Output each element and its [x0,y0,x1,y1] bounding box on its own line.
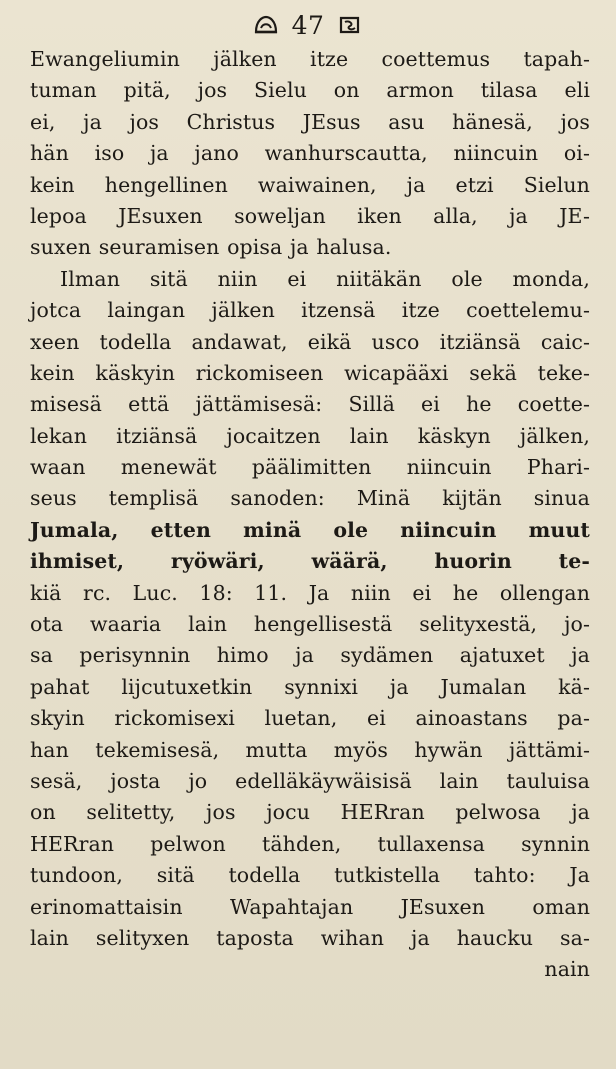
text-line: erinomattaisin Wapahtajan JEsuxen oman [30,894,590,919]
text-line: tuman pitä, jos Sielu on armon tilasa eli [30,78,590,103]
text-line: kiä rc. Luc. 18: 11. Ja niin ei he ollengan [30,580,590,605]
text-line: Ewangeliumin jälken itze coettemus tapah- [30,47,590,71]
text-line: lepoa JEsuxen soweljan iken alla, ja JE- [30,203,590,228]
text-line: HERran pelwon tähden, tullaxensa synnin [30,831,590,856]
text-line: ota waaria lain hengellisestä selityxestä, jo- [30,612,590,637]
text-line: pahat lijcutuxetkin synnixi ja Jumalan kä- [30,674,590,699]
text-line: lain selityxen taposta wihan ja haucku sa- [30,925,590,950]
text-line: waan menewät päälimitten niincuin Phari- [30,455,590,480]
ornament-left-icon [252,13,280,37]
page-number: 47 [291,10,325,40]
text-line: seus templisä sanoden: Minä kijtän sinua [30,486,590,511]
ornament-right-icon [336,13,364,37]
text-line: sesä, josta jo edelläkäywäisisä lain tauluisa [30,768,590,793]
text-line: kein hengellinen waiwainen, ja etzi Sielun [30,172,590,197]
text-line: nain [544,957,590,982]
text-line: hän iso ja jano wanhurscautta, niincuin oi- [30,141,590,166]
text-line: jotca laingan jälken itzensä itze coettelemu- [30,298,590,323]
text-line: ihmiset, ryöwäri, wäärä, huorin te- [30,549,590,574]
text-line: ei, ja jos Christus JEsus asu hänesä, jos [30,109,590,134]
text-body [30,44,590,986]
text-line: on selitetty, jos jocu HERran pelwosa ja [30,800,590,825]
text-line: suxen seuramisen opisa ja halusa. [30,235,392,260]
text-line: han tekemisesä, mutta myös hywän jättämi- [30,737,590,762]
text-line: skyin rickomisexi luetan, ei ainoastans pa- [30,706,590,731]
text-line: sa perisynnin himo ja sydämen ajatuxet ja [30,643,590,668]
text-line: Jumala, etten minä ole niincuin muut [30,517,590,542]
text-line: xeen todella andawat, eikä usco itziänsä caic- [30,329,590,354]
text-line: kein käskyin rickomiseen wicapääxi sekä teke- [30,360,590,385]
text-line: tundoon, sitä todella tutkistella tahto: Ja [30,863,590,888]
text-line: lekan itziänsä jocaitzen lain käskyn jälken, [30,423,590,448]
page-header [0,8,616,42]
text-line: Ilman sitä niin ei niitäkän ole monda, [60,266,590,291]
text-line: misesä että jättämisesä: Sillä ei he coette- [30,392,590,417]
